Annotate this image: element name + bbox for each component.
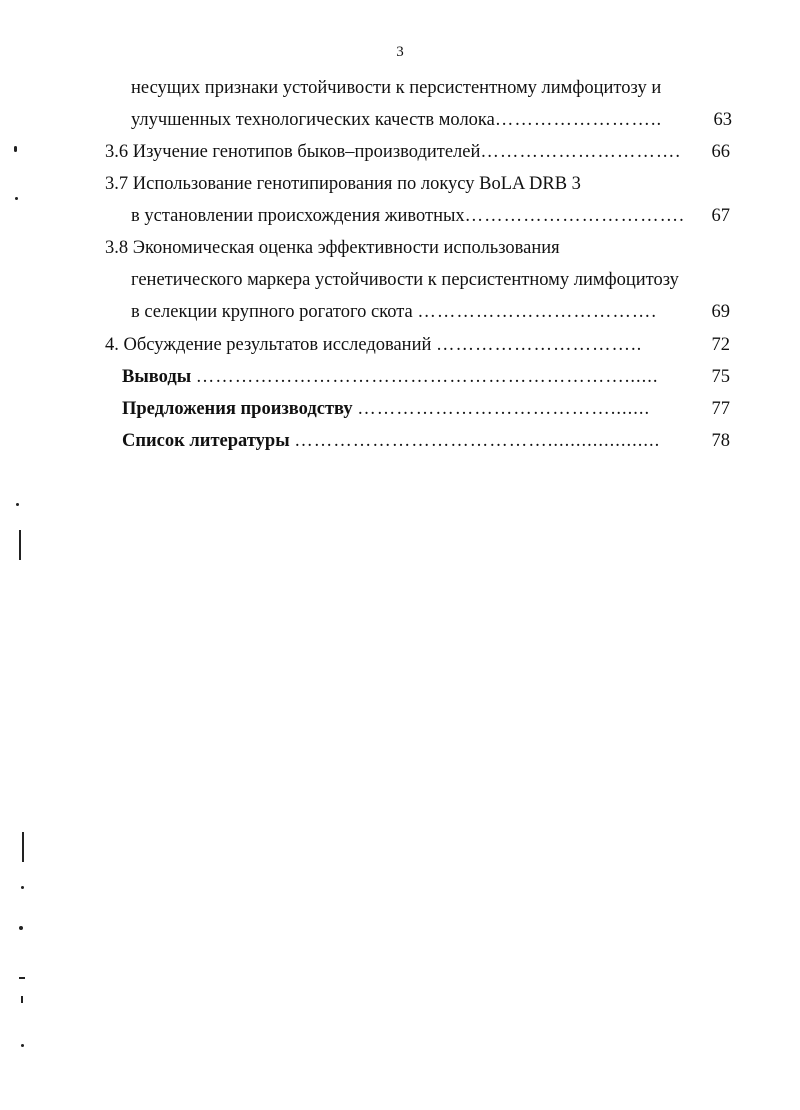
scan-mark <box>21 886 24 889</box>
toc-entry-1-title: улучшенных технологических качеств молока <box>131 110 495 130</box>
toc-entry-3-7-page: 67 <box>711 206 730 226</box>
scan-mark <box>19 530 21 560</box>
toc-entry-3-7-line-1: 3.7 Использование генотипирования по локусу BoLA DRB 3 <box>105 174 581 194</box>
toc-leader-dots: …………………………. <box>480 142 682 162</box>
toc-entry-1-line-1: несущих признаки устойчивости к персистентному лимфоцитозу и <box>131 78 662 98</box>
toc-leader-dots: ……………………………. <box>464 206 685 226</box>
toc-entry-conclusions-line <box>122 366 659 388</box>
toc-entry-1-line-2 <box>131 109 662 131</box>
toc-entry-references-line <box>122 430 660 452</box>
toc-leader-dots: …………………………………....... <box>357 399 651 419</box>
toc-entry-proposals-line <box>122 398 650 420</box>
toc-leader-dots: ………………………………….................... <box>294 431 661 451</box>
toc-entry-3-8-line-1: 3.8 Экономическая оценка эффективности использования <box>105 238 560 258</box>
scan-mark <box>21 1044 24 1047</box>
toc-entry-3-8-page: 69 <box>711 302 730 322</box>
toc-entry-3-6-page: 66 <box>711 142 730 162</box>
toc-entry-3-8-line-2: генетического маркера устойчивости к персистентному лимфоцитозу <box>131 270 679 290</box>
scan-mark <box>16 503 19 506</box>
toc-entry-references-title: Список литературы <box>122 431 290 451</box>
toc-entry-conclusions-title: Выводы <box>122 367 192 387</box>
toc-entry-4-title: 4. Обсуждение результатов исследований <box>105 335 432 355</box>
toc-leader-dots: …………………………………………………………...... <box>195 367 659 387</box>
toc-entry-references-page: 78 <box>711 431 730 451</box>
toc-leader-dots: …………………….. <box>494 110 663 130</box>
scan-mark <box>21 996 23 1003</box>
toc-entry-proposals-page: 77 <box>711 399 730 419</box>
toc-entry-4-page: 72 <box>711 335 730 355</box>
toc-entry-4-line <box>105 334 642 356</box>
toc-leader-dots: ………………………………. <box>417 302 658 322</box>
toc-leader-dots: ………………………….. <box>436 335 643 355</box>
toc-entry-3-6-title: 3.6 Изучение генотипов быков–производителей <box>105 142 481 162</box>
toc-entry-conclusions-page: 75 <box>711 367 730 387</box>
toc-entry-3-8-title: в селекции крупного рогатого скота <box>131 302 413 322</box>
scan-mark <box>19 977 25 979</box>
toc-entry-3-8-line-3 <box>131 301 657 323</box>
toc-entry-1-page: 63 <box>713 110 732 130</box>
toc-entry-3-6-line <box>105 141 681 163</box>
page-number: 3 <box>396 44 404 60</box>
toc-entry-3-7-line-2 <box>131 205 685 227</box>
toc-entry-proposals-title: Предложения производству <box>122 399 353 419</box>
toc-entry-3-7-title: в установлении происхождения животных <box>131 206 465 226</box>
scan-mark <box>15 197 18 200</box>
scan-mark <box>19 926 23 930</box>
scan-mark <box>14 146 17 152</box>
scan-mark <box>22 832 24 862</box>
